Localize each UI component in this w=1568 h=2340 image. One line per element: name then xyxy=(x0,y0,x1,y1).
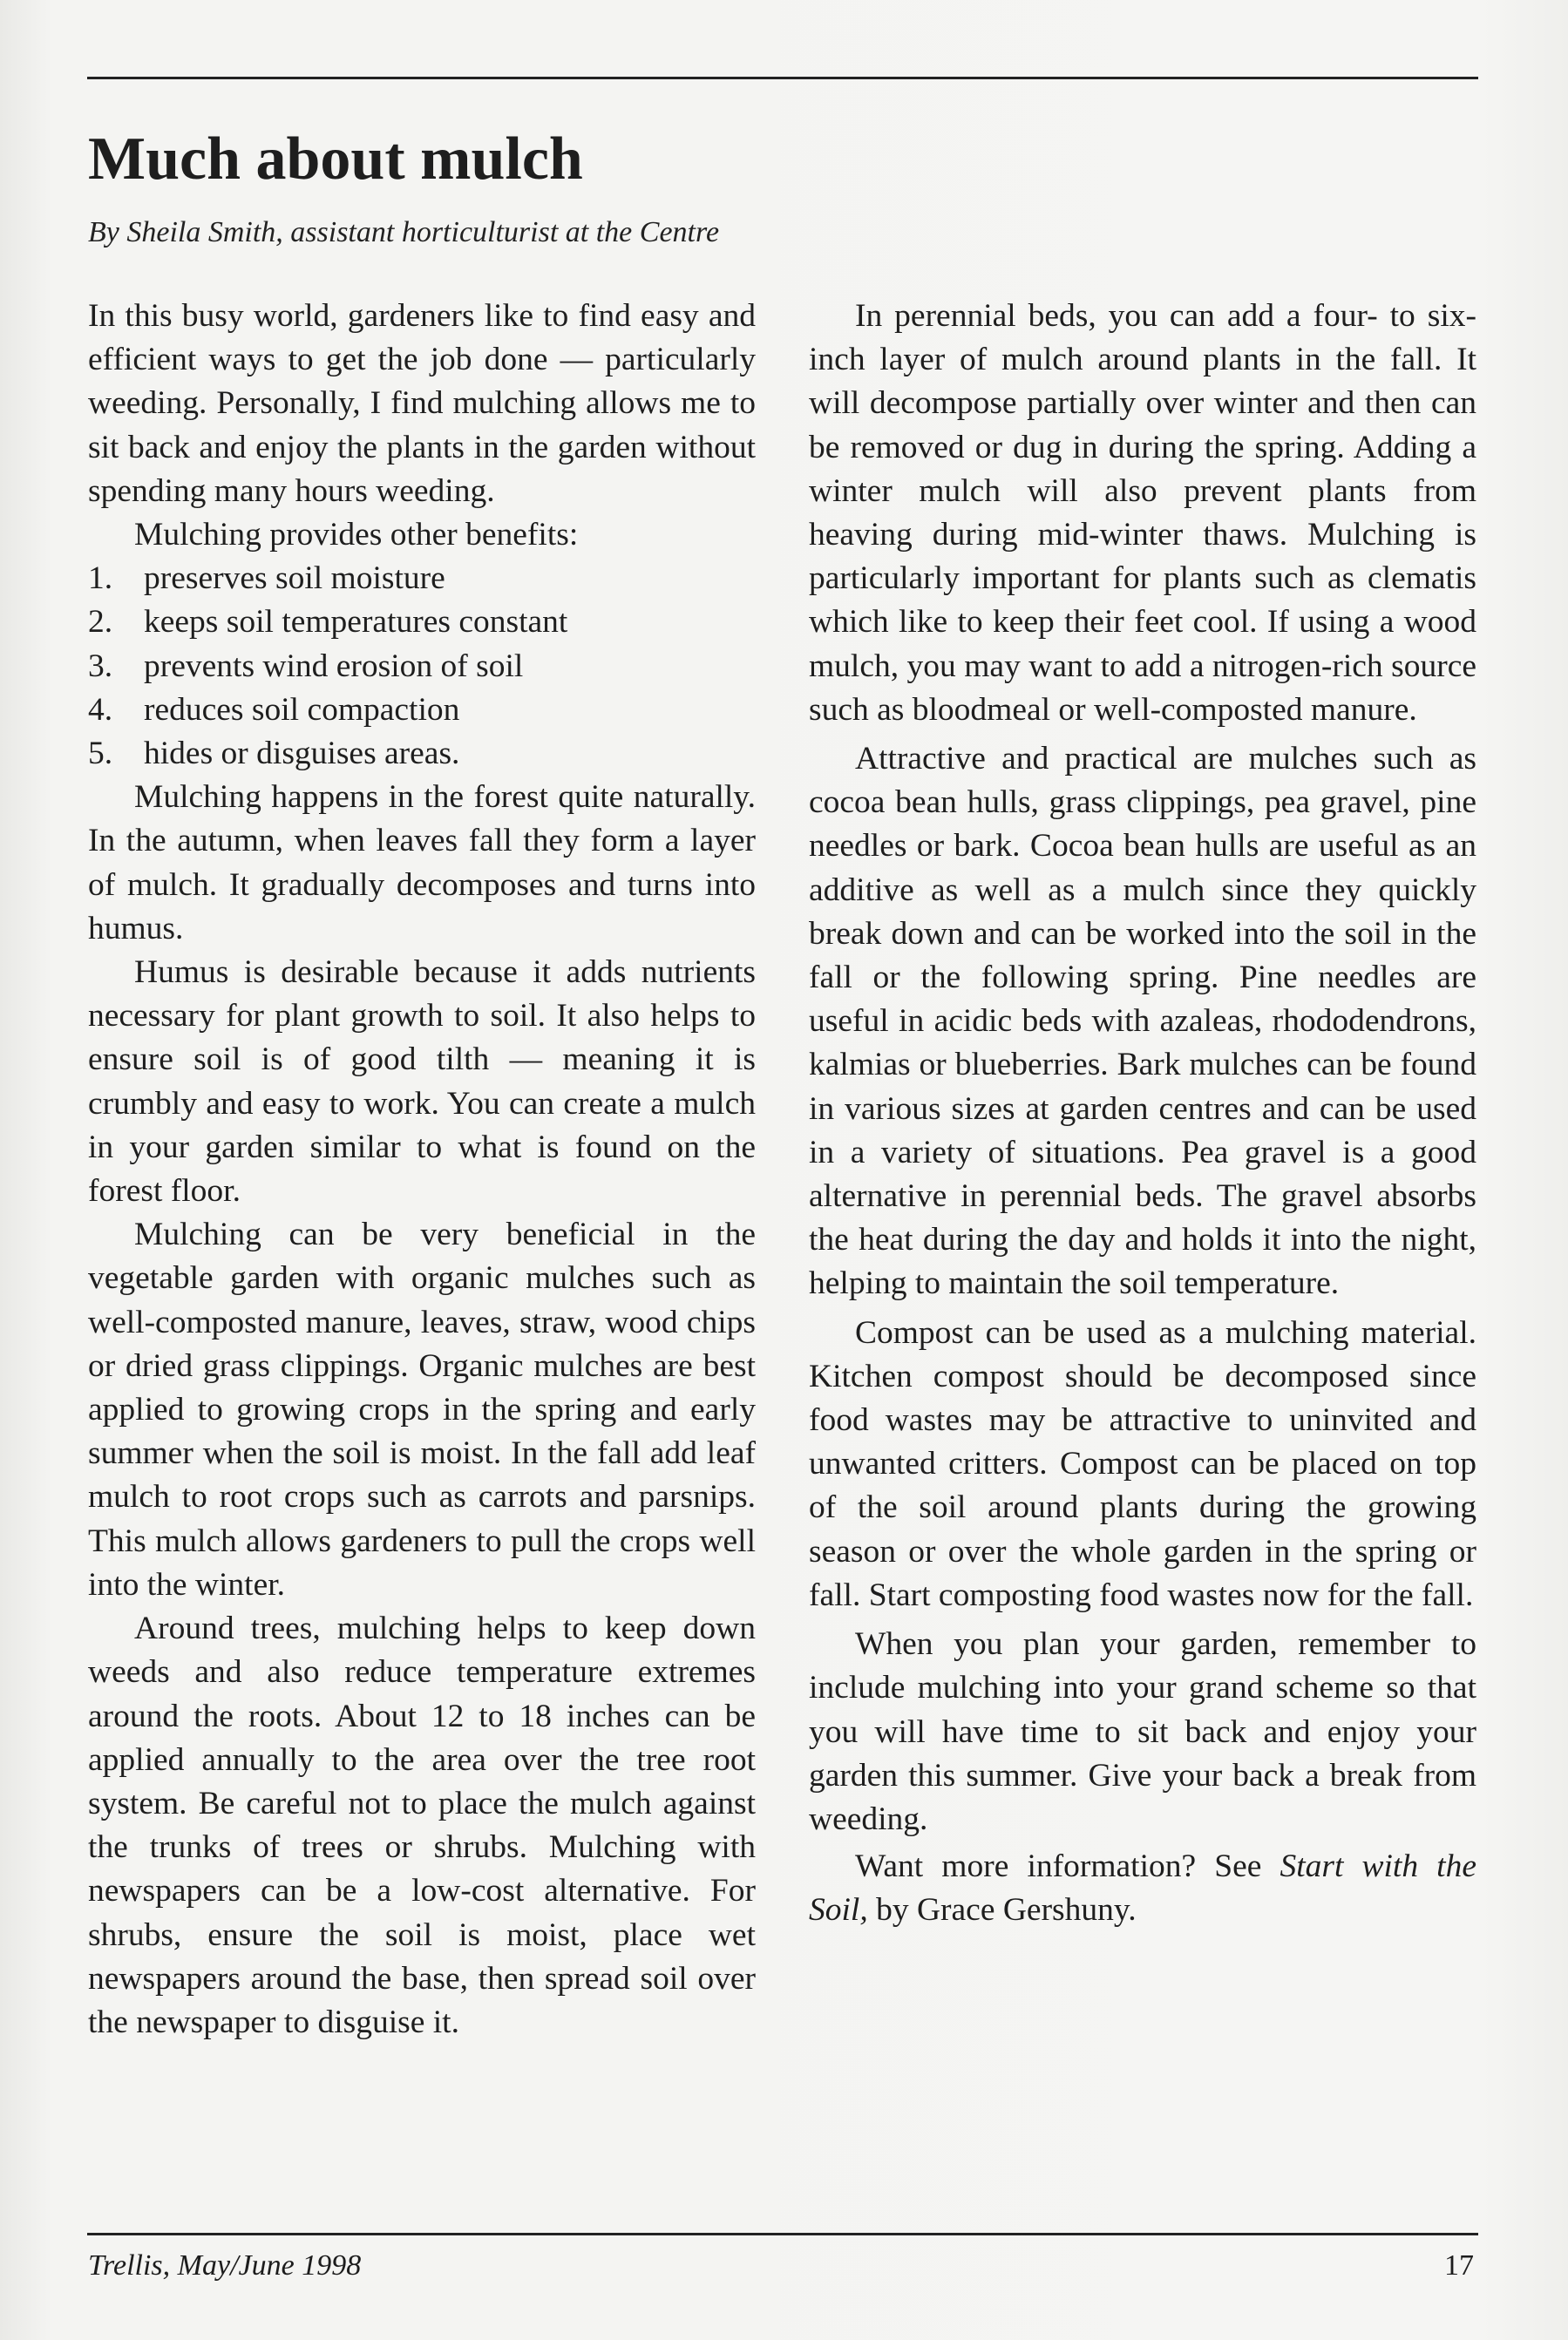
paragraph-more-info xyxy=(809,1845,1476,1932)
list-item xyxy=(88,557,756,600)
list-number: 3. xyxy=(88,648,113,684)
paragraph-compost: Compost can be used as a mulching material. Kitchen compost should be decomposed since food wastes may be attractive to uninvited and unwanted critters. Compost can be placed on top of the soil around plants during the growing season or over the whole garden in the spring or fall. Start composting food wastes now for the fall. xyxy=(809,1314,1476,1613)
list-number: 2. xyxy=(88,604,113,641)
list-item xyxy=(88,645,756,688)
list-item xyxy=(88,732,756,776)
footer-publication: Trellis, May/June 1998 xyxy=(88,2249,362,2282)
list-text: reduces soil compaction xyxy=(144,691,460,728)
more-info-prefix: Want more information? See xyxy=(855,1848,1280,1885)
paragraph-trees: Around trees, mulching helps to keep down weeds and also reduce temperature extremes around the roots. About 12 to 18 inches can be applied annually to the area over the tree root system. Be careful not to place the mulch against the trunks of trees or shrubs. Mulching with newspapers can be a low-cost alternative. For shrubs, ensure the soil is moist, place wet newspapers around the base, then spread soil over the newspaper to disguise it. xyxy=(88,1611,756,2040)
left-column xyxy=(88,295,756,2045)
book-title: Start with the Soil, xyxy=(809,1848,1476,1929)
list-item xyxy=(88,600,756,644)
more-info-suffix: by Grace Gershuny. xyxy=(867,1892,1137,1929)
list-number: 4. xyxy=(88,691,113,728)
paragraph-perennial: In perennial beds, you can add a four- to six-inch layer of mulch around plants in the fall. It will decompose partially over winter and then can be removed or dug in during the spring. Adding a winter mulch will also prevent plants from heaving during mid-winter thaws. Mulching is particularly important for plants such as clematis which like to keep their feet cool. If using a wood mulch, you may want to add a nitrogen-rich source such as bloodmeal or well-composted manure. xyxy=(809,298,1476,728)
list-number: 1. xyxy=(88,560,113,597)
right-column xyxy=(809,295,1476,1933)
benefits-list xyxy=(88,557,756,776)
list-text: prevents wind erosion of soil xyxy=(144,648,524,684)
list-number: 5. xyxy=(88,736,113,772)
paragraph-vegetable: Mulching can be very beneficial in the vegetable garden with organic mulches such as well-composted manure, leaves, straw, wood chips or dried grass clippings. Organic mulches are best applied to growing crops in the spring and early summer when the soil is moist. In the fall add leaf mulch to root crops such as carrots and parsnips. This mulch allows gardeners to pull the crops well into the winter. xyxy=(88,1217,756,1603)
paragraph-intro: In this busy world, gardeners like to find easy and efficient ways to get the job done — particularly weeding. Personally, I find mulching allows me to sit back and enjoy the plants in the garden without spending many hours weeding. xyxy=(88,298,756,509)
paragraph-attractive: Attractive and practical are mulches such as cocoa bean hulls, grass clippings, pea gravel, pine needles or bark. Cocoa bean hulls are useful as an additive as well as a mulch since they quickly break down and can be worked into the soil in the fall or the following spring. Pine needles are useful in acidic beds with azaleas, rhododendrons, kalmias or blueberries. Bark mulches can be found in various sizes at garden centres and can be used in a variety of situations. Pea gravel is a good alternative in perennial beds. The gravel absorbs the heat during the day and holds it into the night, helping to maintain the soil temperature. xyxy=(809,741,1476,1302)
list-item xyxy=(88,688,756,732)
article-title: Much about mulch xyxy=(88,125,583,193)
list-text: keeps soil temperatures constant xyxy=(144,604,568,641)
bottom-rule xyxy=(87,2233,1478,2235)
benefits-intro: Mulching provides other benefits: xyxy=(134,517,579,553)
article-byline: By Sheila Smith, assistant horticulturist at the Centre xyxy=(88,216,720,248)
top-rule xyxy=(87,77,1478,79)
paragraph-humus: Humus is desirable because it adds nutrients necessary for plant growth to soil. It also helps to ensure soil is of good tilth — meaning it is crumbly and easy to work. You can create a mulch in your garden similar to what is found on the forest floor. xyxy=(88,954,756,1210)
paragraph-forest: Mulching happens in the forest quite naturally. In the autumn, when leaves fall they form a layer of mulch. It gradually decomposes and turns into humus. xyxy=(88,779,756,946)
list-text: preserves soil moisture xyxy=(144,560,445,597)
footer-page-number: 17 xyxy=(1444,2249,1474,2282)
paragraph-plan: When you plan your garden, remember to include mulching into your grand scheme so that you will have time to sit back and enjoy your garden this summer. Give your back a break from weeding. xyxy=(809,1626,1476,1837)
list-text: hides or disguises areas. xyxy=(144,736,460,772)
